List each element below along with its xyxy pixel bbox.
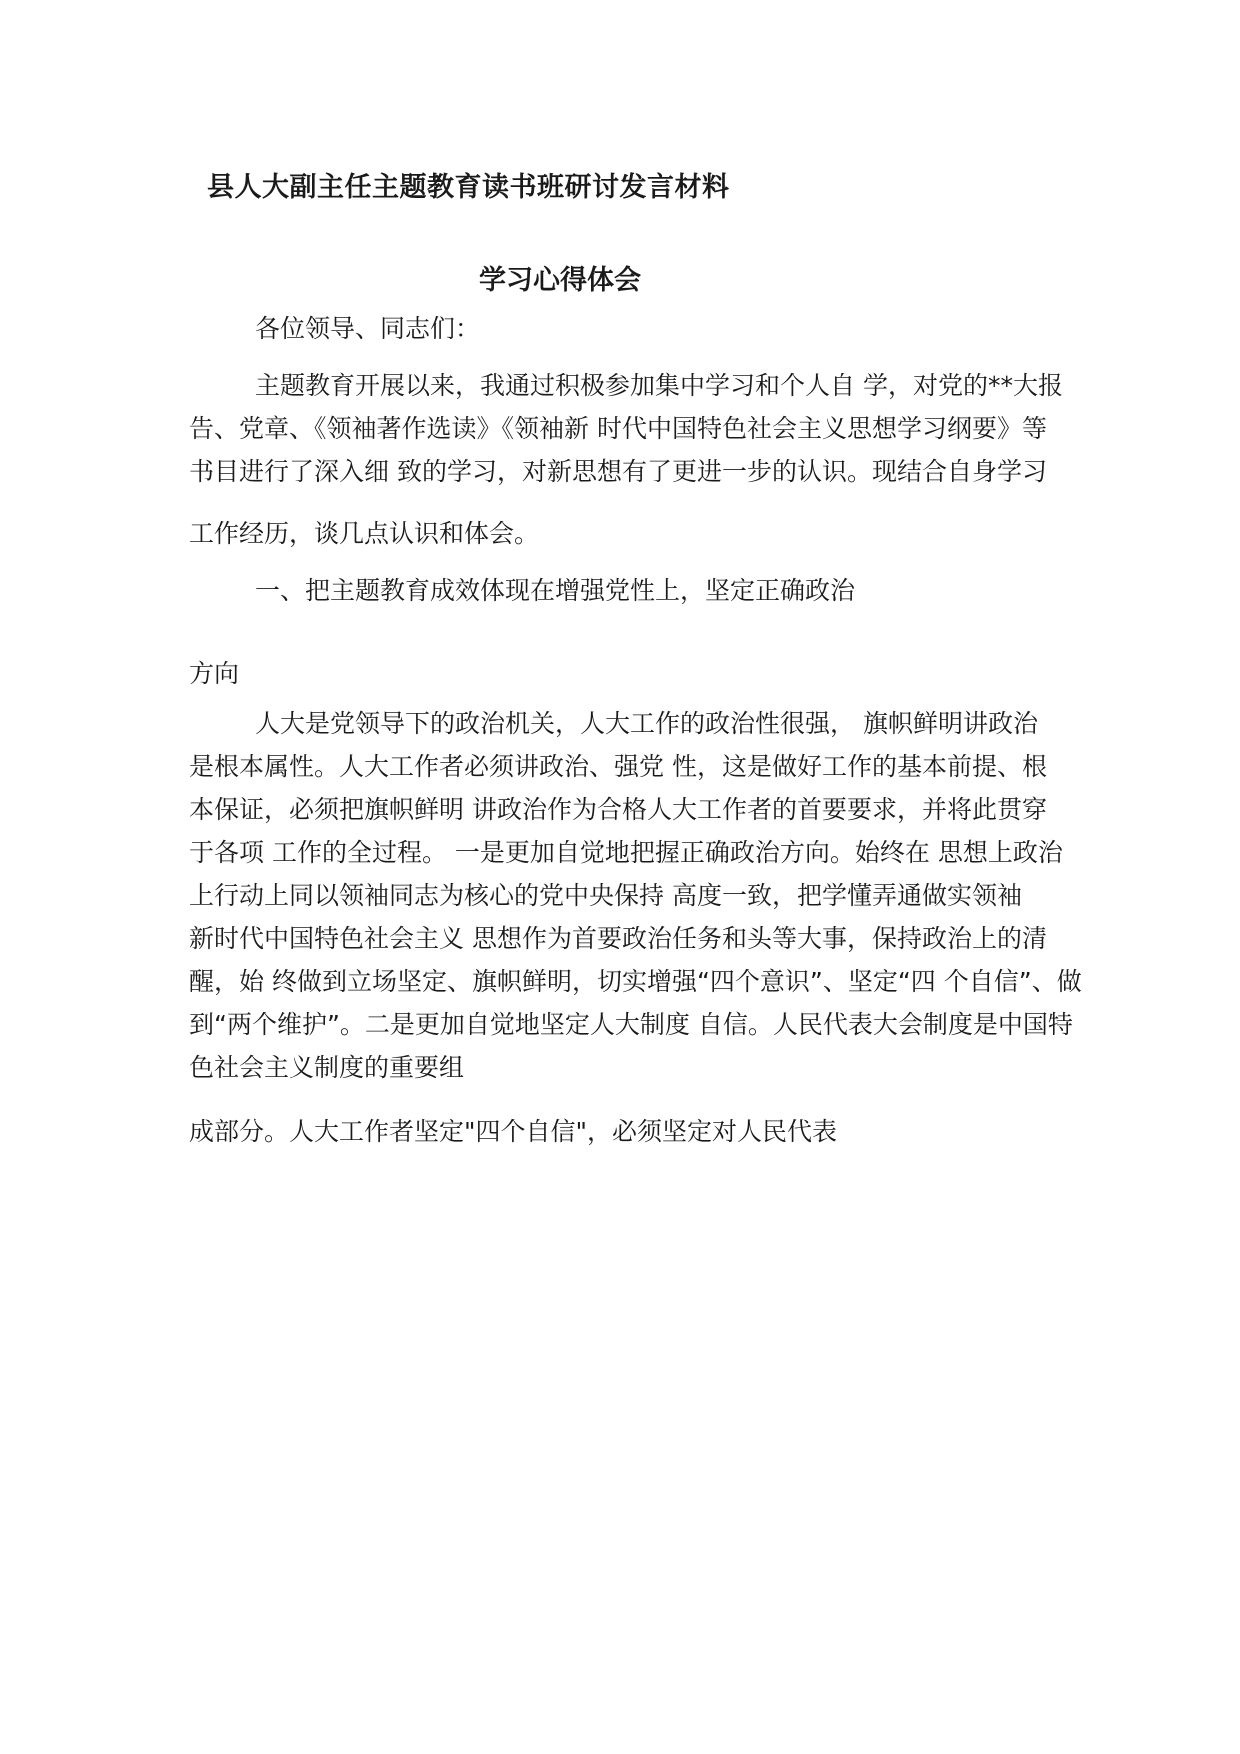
paragraph-line: 醒，始 终做到立场坚定、旗帜鲜明，切实增强“四个意识”、坚定“四 个自信”、做 bbox=[189, 967, 1082, 996]
paragraph-line: 于各项 工作的全过程。 一是更加自觉地把握正确政治方向。始终在 思想上政治 bbox=[189, 838, 1063, 867]
paragraph-line: 上行动上同以领袖同志为核心的党中央保持 高度一致，把学懂弄通做实领袖 bbox=[189, 881, 1022, 910]
paragraph-line: 人大是党领导下的政治机关，人大工作的政治性很强， 旗帜鲜明讲政治 bbox=[255, 709, 1038, 738]
paragraph-line: 主题教育开展以来，我通过积极参加集中学习和个人自 学，对党的**大报 bbox=[255, 371, 1063, 400]
paragraph-line: 书目进行了深入细 致的学习，对新思想有了更进一步的认识。现结合自身学习 bbox=[189, 457, 1047, 486]
paragraph-line: 成部分。人大工作者坚定"四个自信"，必须坚定对人民代表 bbox=[189, 1117, 838, 1146]
paragraph-line: 工作经历，谈几点认识和体会。 bbox=[189, 519, 540, 548]
paragraph-line: 告、党章、《领袖著作选读》《领袖新 时代中国特色社会主义思想学习纲要》等 bbox=[189, 414, 1047, 443]
salutation: 各位领导、同志们： bbox=[255, 314, 481, 343]
paragraph-line: 是根本属性。人大工作者必须讲政治、强党 性，这是做好工作的基本前提、根 bbox=[189, 752, 1047, 781]
document-title: 县人大副主任主题教育读书班研讨发言材料 bbox=[207, 172, 730, 203]
section-heading: 一、把主题教育成效体现在增强党性上，坚定正确政治 bbox=[255, 576, 856, 605]
paragraph-line: 本保证，必须把旗帜鲜明 讲政治作为合格人大工作者的首要要求，并将此贯穿 bbox=[189, 795, 1047, 824]
paragraph-line: 到“两个维护”。二是更加自觉地坚定人大制度 自信。人民代表大会制度是中国特 bbox=[189, 1010, 1073, 1039]
paragraph-line: 色社会主义制度的重要组 bbox=[189, 1053, 465, 1082]
section-heading-continuation: 方向 bbox=[189, 659, 240, 688]
paragraph-line: 新时代中国特色社会主义 思想作为首要政治任务和头等大事，保持政治上的清 bbox=[189, 924, 1047, 953]
document-subtitle: 学习心得体会 bbox=[479, 265, 641, 296]
